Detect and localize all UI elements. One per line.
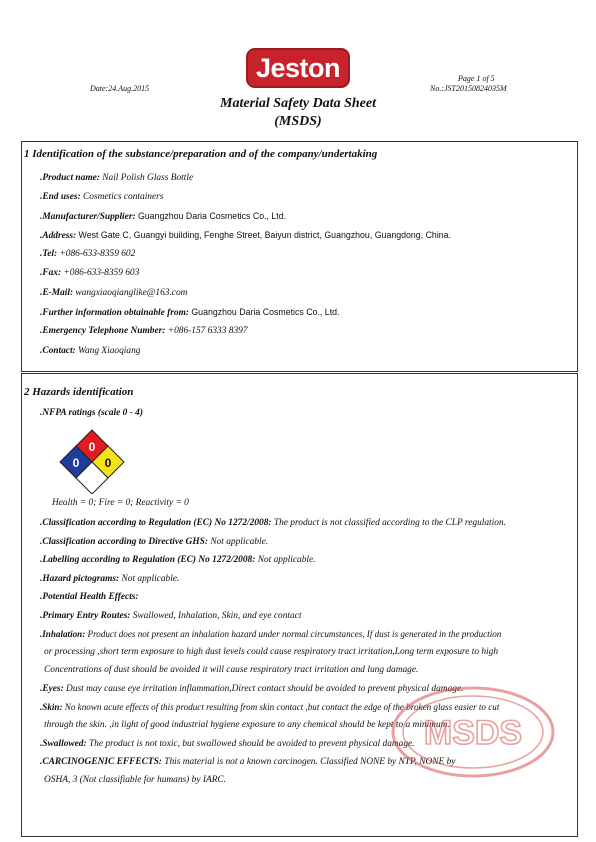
address-row xyxy=(40,230,451,241)
row-label: .Address: xyxy=(40,231,77,241)
row-value: The product is not classified according to the CLP regulation. xyxy=(273,518,506,528)
inhalation-line-2: or processing ,short term exposure to high dust levels could cause respiratory tract irritation,Long term exposure to high xyxy=(44,647,499,657)
further-info-row xyxy=(40,307,339,318)
row-label: .Skin: xyxy=(40,702,63,712)
nfpa-ratings-label xyxy=(40,408,143,418)
company-logo xyxy=(246,48,350,88)
row-value: Guangzhou Daria Cosmetics Co., Ltd. xyxy=(191,307,340,317)
manufacturer-row xyxy=(40,211,286,222)
section-2-heading: 2 Hazards identification xyxy=(24,386,134,398)
row-label: .Potential Health Effects: xyxy=(40,592,139,602)
row-label: .End uses: xyxy=(40,192,81,202)
row-value: West Gate C, Guangyi building, Fenghe Street, Baiyun district, Guangzhou, Guangdong, China. xyxy=(78,230,452,240)
row-label: .Fax: xyxy=(40,268,62,278)
row-value: Not applicable. xyxy=(210,537,269,547)
row-value: Not applicable. xyxy=(121,574,180,584)
document-title: Material Safety Data Sheet xyxy=(220,96,376,111)
classification-reg-row xyxy=(40,518,506,528)
health-effects-heading xyxy=(40,592,139,602)
page-number: Page 1 of 5 xyxy=(458,74,495,83)
row-value: wangxiaoqianglike@163.com xyxy=(75,288,188,298)
nfpa-label-text: .NFPA ratings (scale 0 - 4) xyxy=(40,408,143,418)
row-label: .Manufacturer/Supplier: xyxy=(40,212,136,222)
row-label: .E-Mail: xyxy=(40,288,74,298)
inhalation-line-3: Concentrations of dust should be avoided it will cause respiratory tract irritation and lung damage. xyxy=(44,665,419,675)
row-label: .Further information obtainable from: xyxy=(40,308,189,318)
document-number: No.:JST20150824035M xyxy=(430,84,507,93)
row-label: .Emergency Telephone Number: xyxy=(40,326,166,336)
nfpa-health-summary: Health = 0; Fire = 0; Reactivity = 0 xyxy=(52,498,189,508)
row-value: Wang Xiaoqiang xyxy=(78,346,141,356)
contact-row xyxy=(40,346,140,356)
row-label: .Eyes: xyxy=(40,684,64,694)
document-date: Date:24.Aug.2015 xyxy=(90,84,150,93)
row-value: This material is not a known carcinogen. Classified NONE by NTP, NONE by xyxy=(164,757,456,767)
stamp-text: MSDS xyxy=(423,714,523,752)
carcinogenic-line-2: OSHA, 3 (Not classifiable for humans) by IARC. xyxy=(44,775,227,785)
row-value: Cosmetics containers xyxy=(82,192,164,202)
row-label: .Inhalation: xyxy=(40,629,86,639)
row-value: Guangzhou Daria Cosmetics Co., Ltd. xyxy=(137,211,287,221)
pictograms-row xyxy=(40,574,179,584)
row-value: +086-633-8359 603 xyxy=(63,268,140,278)
classification-ghs-row xyxy=(40,537,268,547)
section-1-heading: 1 Identification of the substance/preparation and of the company/undertaking xyxy=(24,148,378,160)
row-label: .Swallowed: xyxy=(40,739,87,749)
row-value: Product does not present an inhalation hazard under normal circumstances, If dust is generated in the production xyxy=(87,629,502,639)
row-value: +086-157 6333 8397 xyxy=(167,326,248,336)
product-name-row xyxy=(40,173,193,183)
swallowed-row xyxy=(40,739,415,749)
labelling-row xyxy=(40,555,316,565)
row-label: .Contact: xyxy=(40,346,76,356)
document-subtitle: (MSDS) xyxy=(274,114,322,129)
nfpa-diamond-icon xyxy=(58,428,126,494)
row-label: .Labelling according to Regulation (EC) No 1272/2008: xyxy=(40,555,256,565)
row-label: .Classification according to Directive GHS: xyxy=(40,537,208,547)
nfpa-health-value: 0 xyxy=(72,456,80,470)
fax-row xyxy=(40,268,139,278)
msds-stamp-icon xyxy=(388,682,558,782)
tel-row xyxy=(40,249,135,259)
row-value: No known acute effects of this product resulting from skin contact ,but contact the edge of the broken glass easier to cut xyxy=(64,702,500,712)
inhalation-row xyxy=(40,629,501,639)
nfpa-fire-value: 0 xyxy=(88,440,96,454)
row-label: .Tel: xyxy=(40,249,58,259)
row-value: Not applicable. xyxy=(257,555,316,565)
row-value: The product is not toxic, but swallowed should be avoided to prevent physical damage. xyxy=(88,739,415,749)
row-value: Swallowed, Inhalation, Skin, and eye contact xyxy=(132,611,302,621)
emergency-phone-row xyxy=(40,326,248,336)
row-value: +086-633-8359 602 xyxy=(59,249,136,259)
row-value: Dust may cause eye irritation inflammation,Direct contact should be avoided to prevent physical damage. xyxy=(66,684,464,694)
row-label: .Product name: xyxy=(40,173,100,183)
row-label: .CARCINOGENIC EFFECTS: xyxy=(40,757,162,767)
row-label: .Primary Entry Routes: xyxy=(40,611,131,621)
email-row xyxy=(40,288,187,298)
skin-line-2: through the skin. ,in light of good industrial hygiene exposure to any chemical should be kept to a minimum. xyxy=(44,720,450,730)
logo-text: Jeston xyxy=(255,52,341,83)
row-label: .Hazard pictograms: xyxy=(40,574,120,584)
nfpa-reactivity-value: 0 xyxy=(104,456,112,470)
end-uses-row xyxy=(40,192,163,202)
row-value: Nail Polish Glass Bottle xyxy=(102,173,194,183)
row-label: .Classification according to Regulation (EC) No 1272/2008: xyxy=(40,518,272,528)
entry-routes-row xyxy=(40,611,301,621)
